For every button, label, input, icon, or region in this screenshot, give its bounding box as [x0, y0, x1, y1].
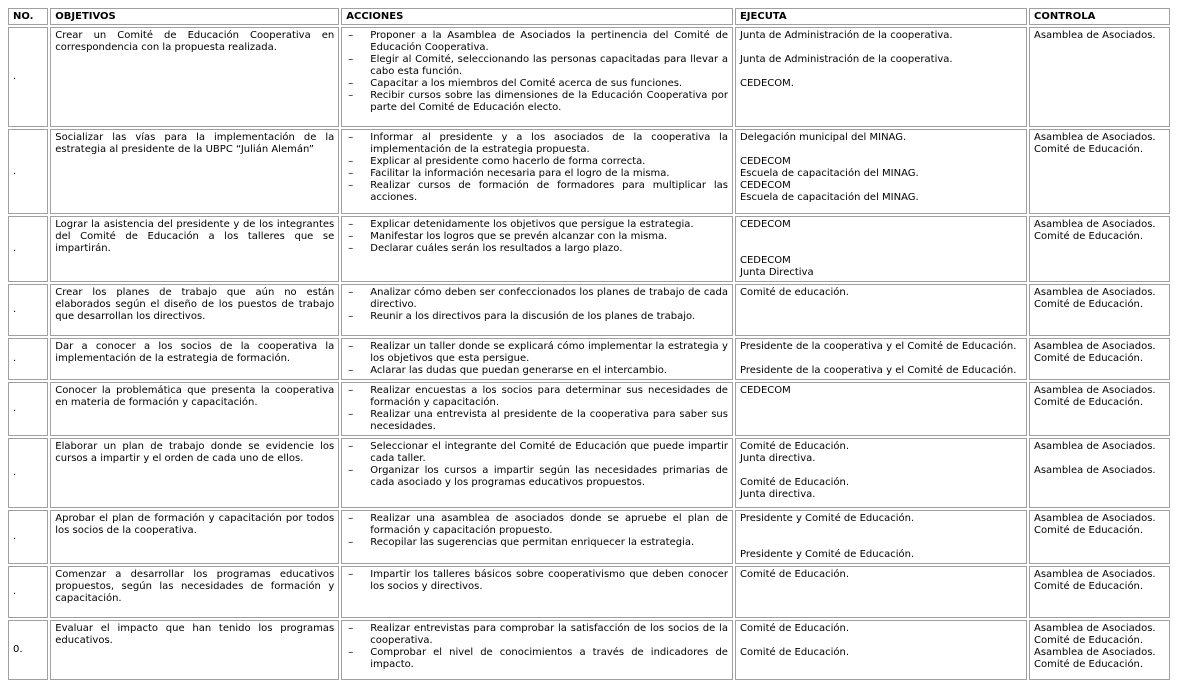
- controller-cell: [1029, 27, 1170, 127]
- executor-line: Junta Directiva: [739, 267, 814, 278]
- executor-cell: [735, 284, 1027, 336]
- actions-list: [346, 623, 728, 671]
- row-number: .: [8, 338, 48, 380]
- action-item: [346, 90, 728, 114]
- action-text: Organizar los cursos a impartir según las necesidades primarias de cada asociado y los programas educativos propuestos.: [370, 465, 728, 488]
- controller-line: Comité de Educación.: [1033, 525, 1144, 536]
- table-row: [8, 510, 1170, 564]
- actions-cell: [341, 438, 733, 508]
- action-text: Recibir cursos sobre las dimensiones de la Educación Cooperativa por parte del Comité de Educación electo.: [370, 90, 728, 113]
- dash-bullet-icon: –: [348, 231, 354, 242]
- controller-line: Comité de Educación.: [1033, 635, 1144, 646]
- action-text: Seleccionar el integrante del Comité de Educación que puede impartir cada taller.: [370, 441, 728, 464]
- action-text: Analizar cómo deben ser confeccionados los planes de trabajo de cada directivo.: [370, 287, 728, 310]
- action-text: Declarar cuáles serán los resultados a largo plazo.: [370, 243, 623, 254]
- executor-line: [740, 353, 1022, 365]
- actions-cell: [341, 284, 733, 336]
- dash-bullet-icon: –: [348, 441, 354, 452]
- header-objetivos: OBJETIVOS: [50, 8, 339, 25]
- header-controla: CONTROLA: [1029, 8, 1170, 25]
- dash-bullet-icon: –: [348, 78, 354, 89]
- action-text: Recopilar las sugerencias que permitan enriquecer la estrategia.: [370, 537, 695, 548]
- header-ejecuta: EJECUTA: [735, 8, 1027, 25]
- dash-bullet-icon: –: [348, 287, 354, 298]
- dash-bullet-icon: –: [348, 513, 354, 524]
- executor-cell: [735, 216, 1027, 282]
- table-body: [8, 27, 1170, 680]
- table-row: [8, 382, 1170, 436]
- action-item: [346, 78, 728, 90]
- dash-bullet-icon: –: [348, 30, 354, 41]
- actions-cell: [341, 216, 733, 282]
- controller-line: Asamblea de Asociados.: [1033, 647, 1156, 658]
- action-item: [346, 231, 728, 243]
- action-item: [346, 30, 728, 54]
- header-acciones: ACCIONES: [341, 8, 733, 25]
- action-text: Realizar encuestas a los socios para determinar sus necesidades de formación y capacitación.: [370, 385, 728, 408]
- executor-line: Comité de Educación.: [739, 647, 850, 658]
- strategy-table: [6, 6, 1172, 682]
- executor-line: Comité de Educación.: [739, 623, 850, 634]
- controller-line: Asamblea de Asociados.: [1033, 513, 1156, 524]
- action-item: [346, 54, 728, 78]
- executor-line: Delegación municipal del MINAG.: [739, 132, 907, 143]
- row-number: .: [8, 510, 48, 564]
- executor-cell: [735, 510, 1027, 564]
- controller-cell: [1029, 438, 1170, 508]
- row-number: 0.: [8, 620, 48, 680]
- controller-line: Asamblea de Asociados.: [1033, 623, 1156, 634]
- controller-line: Asamblea de Asociados.: [1033, 341, 1156, 352]
- actions-cell: [341, 27, 733, 127]
- action-text: Capacitar a los miembros del Comité acerca de sus funciones.: [370, 78, 683, 89]
- executor-cell: [735, 620, 1027, 680]
- executor-line: Comité de Educación.: [739, 441, 850, 452]
- action-text: Elegir al Comité, seleccionando las personas capacitadas para llevar a cabo esta función.: [370, 54, 728, 77]
- dash-bullet-icon: –: [348, 465, 354, 476]
- executor-line: CEDECOM: [739, 180, 791, 191]
- actions-list: [346, 219, 728, 255]
- executor-line: CEDECOM: [739, 255, 791, 266]
- dash-bullet-icon: –: [348, 569, 354, 580]
- executor-line: Escuela de capacitación del MINAG.: [739, 192, 919, 203]
- action-text: Realizar un taller donde se explicará cómo implementar la estrategia y los objetivos que esta persigue.: [370, 341, 728, 364]
- controller-line: Comité de Educación.: [1033, 231, 1144, 242]
- dash-bullet-icon: –: [348, 54, 354, 65]
- row-number: .: [8, 216, 48, 282]
- action-text: Realizar cursos de formación de formadores para multiplicar las acciones.: [370, 180, 728, 203]
- controller-line: Comité de Educación.: [1033, 659, 1144, 670]
- actions-cell: [341, 129, 733, 214]
- executor-line: [740, 144, 1022, 156]
- executor-line: CEDECOM: [739, 156, 791, 167]
- action-item: [346, 537, 728, 549]
- action-item: [346, 623, 728, 647]
- table-row: [8, 27, 1170, 127]
- controller-line: Comité de Educación.: [1033, 299, 1144, 310]
- action-item: [346, 647, 728, 671]
- executor-line: [740, 42, 1022, 54]
- action-item: [346, 311, 728, 323]
- controller-cell: [1029, 510, 1170, 564]
- action-text: Proponer a la Asamblea de Asociados la pertinencia del Comité de Educación Cooperativa.: [370, 30, 728, 53]
- controller-line: Asamblea de Asociados.: [1033, 287, 1156, 298]
- controller-line: [1034, 453, 1165, 465]
- action-text: Explicar al presidente como hacerlo de forma correcta.: [370, 156, 646, 167]
- executor-line: Presidente y Comité de Educación.: [739, 549, 915, 560]
- header-row: [8, 8, 1170, 25]
- dash-bullet-icon: –: [348, 623, 354, 634]
- executor-line: CEDECOM: [739, 219, 791, 230]
- action-item: [346, 132, 728, 156]
- action-item: [346, 409, 728, 433]
- executor-line: Junta directiva.: [739, 489, 816, 500]
- dash-bullet-icon: –: [348, 341, 354, 352]
- executor-cell: [735, 438, 1027, 508]
- action-item: [346, 219, 728, 231]
- actions-list: [346, 132, 728, 204]
- controller-cell: [1029, 284, 1170, 336]
- action-item: [346, 341, 728, 365]
- controller-line: Asamblea de Asociados.: [1033, 219, 1156, 230]
- action-text: Informar al presidente y a los asociados de la cooperativa la implementación de la estrategia propuesta.: [370, 132, 728, 155]
- row-number: .: [8, 382, 48, 436]
- controller-line: Asamblea de Asociados.: [1033, 569, 1156, 580]
- action-text: Reunir a los directivos para la discusión de los planes de trabajo.: [370, 311, 696, 322]
- objective-cell: Dar a conocer a los socios de la cooperativa la implementación de la estrategia de formación.: [50, 338, 339, 380]
- row-number: .: [8, 566, 48, 618]
- actions-list: [346, 385, 728, 433]
- executor-line: Presidente de la cooperativa y el Comité de Educación.: [739, 365, 1017, 376]
- executor-line: Comité de Educación.: [739, 477, 850, 488]
- dash-bullet-icon: –: [348, 385, 354, 396]
- executor-line: [740, 525, 1022, 537]
- dash-bullet-icon: –: [348, 219, 354, 230]
- executor-cell: [735, 27, 1027, 127]
- dash-bullet-icon: –: [348, 243, 354, 254]
- actions-cell: [341, 566, 733, 618]
- dash-bullet-icon: –: [348, 409, 354, 420]
- table-row: [8, 216, 1170, 282]
- executor-line: Escuela de capacitación del MINAG.: [739, 168, 919, 179]
- header-no: NO.: [8, 8, 48, 25]
- controller-line: Asamblea de Asociados.: [1033, 465, 1156, 476]
- actions-list: [346, 513, 728, 549]
- action-text: Realizar una asamblea de asociados donde se apruebe el plan de formación y capacitación propuesto.: [370, 513, 728, 536]
- executor-cell: [735, 338, 1027, 380]
- controller-line: Asamblea de Asociados.: [1033, 132, 1156, 143]
- controller-cell: [1029, 566, 1170, 618]
- action-text: Facilitar la información necesaria para el logro de la misma.: [370, 168, 670, 179]
- actions-cell: [341, 620, 733, 680]
- controller-line: Comité de Educación.: [1033, 581, 1144, 592]
- executor-line: [740, 231, 1022, 243]
- action-text: Comprobar el nivel de conocimientos a través de indicadores de impacto.: [370, 647, 728, 670]
- executor-line: [740, 66, 1022, 78]
- controller-cell: [1029, 382, 1170, 436]
- executor-cell: [735, 566, 1027, 618]
- action-item: [346, 243, 728, 255]
- executor-line: Junta directiva.: [739, 453, 816, 464]
- controller-cell: [1029, 620, 1170, 680]
- controller-line: Comité de Educación.: [1033, 397, 1144, 408]
- executor-line: Junta de Administración de la cooperativa.: [739, 30, 953, 41]
- action-text: Realizar entrevistas para comprobar la satisfacción de los socios de la cooperativa.: [370, 623, 728, 646]
- executor-line: Comité de Educación.: [739, 569, 850, 580]
- dash-bullet-icon: –: [348, 365, 354, 376]
- table-row: [8, 284, 1170, 336]
- actions-list: [346, 287, 728, 323]
- dash-bullet-icon: –: [348, 180, 354, 191]
- executor-cell: [735, 382, 1027, 436]
- executor-line: Junta de Administración de la cooperativa.: [739, 54, 953, 65]
- action-item: [346, 513, 728, 537]
- executor-line: [740, 635, 1022, 647]
- table-row: [8, 566, 1170, 618]
- action-item: [346, 156, 728, 168]
- executor-line: [740, 243, 1022, 255]
- action-item: [346, 465, 728, 489]
- controller-line: Asamblea de Asociados.: [1033, 30, 1156, 41]
- action-item: [346, 569, 728, 593]
- action-text: Explicar detenidamente los objetivos que persigue la estrategia.: [370, 219, 694, 230]
- objective-cell: Elaborar un plan de trabajo donde se evidencie los cursos a impartir y el orden de cada uno de ellos.: [50, 438, 339, 508]
- table-row: [8, 338, 1170, 380]
- objective-cell: Lograr la asistencia del presidente y de los integrantes del Comité de Educación a los talleres que se impartirán.: [50, 216, 339, 282]
- action-item: [346, 441, 728, 465]
- controller-line: Asamblea de Asociados.: [1033, 385, 1156, 396]
- executor-cell: [735, 129, 1027, 214]
- objective-cell: Crear los planes de trabajo que aún no están elaborados según el diseño de los puestos de trabajo que desarrollan los directivos.: [50, 284, 339, 336]
- executor-line: [740, 465, 1022, 477]
- table-row: [8, 129, 1170, 214]
- actions-list: [346, 441, 728, 489]
- row-number: .: [8, 27, 48, 127]
- actions-list: [346, 569, 728, 593]
- table-row: [8, 438, 1170, 508]
- action-item: [346, 180, 728, 204]
- dash-bullet-icon: –: [348, 311, 354, 322]
- controller-line: Comité de Educación.: [1033, 144, 1144, 155]
- row-number: .: [8, 438, 48, 508]
- executor-line: [740, 537, 1022, 549]
- controller-cell: [1029, 216, 1170, 282]
- dash-bullet-icon: –: [348, 132, 354, 143]
- actions-list: [346, 341, 728, 377]
- executor-line: CEDECOM.: [739, 78, 794, 89]
- objective-cell: Comenzar a desarrollar los programas educativos propuestos, según las necesidades de formación y capacitación.: [50, 566, 339, 618]
- actions-cell: [341, 382, 733, 436]
- dash-bullet-icon: –: [348, 90, 354, 101]
- actions-list: [346, 30, 728, 114]
- objective-cell: Aprobar el plan de formación y capacitación por todos los socios de la cooperativa.: [50, 510, 339, 564]
- controller-cell: [1029, 129, 1170, 214]
- dash-bullet-icon: –: [348, 156, 354, 167]
- objective-cell: Conocer la problemática que presenta la cooperativa en materia de formación y capacitación.: [50, 382, 339, 436]
- action-text: Aclarar las dudas que puedan generarse en el intercambio.: [370, 365, 667, 376]
- action-item: [346, 287, 728, 311]
- action-item: [346, 365, 728, 377]
- table-row: [8, 620, 1170, 680]
- controller-line: Asamblea de Asociados.: [1033, 441, 1156, 452]
- controller-cell: [1029, 338, 1170, 380]
- row-number: .: [8, 284, 48, 336]
- action-text: Manifestar los logros que se prevén alcanzar con la misma.: [370, 231, 668, 242]
- executor-line: Presidente de la cooperativa y el Comité de Educación.: [739, 341, 1017, 352]
- controller-line: Comité de Educación.: [1033, 353, 1144, 364]
- executor-line: Presidente y Comité de Educación.: [739, 513, 915, 524]
- action-text: Realizar una entrevista al presidente de la cooperativa para saber sus necesidades.: [370, 409, 728, 432]
- objective-cell: Socializar las vías para la implementación de la estrategia al presidente de la UBPC “Julián Alemán”: [50, 129, 339, 214]
- actions-cell: [341, 338, 733, 380]
- objective-cell: Crear un Comité de Educación Cooperativa en correspondencia con la propuesta realizada.: [50, 27, 339, 127]
- action-item: [346, 168, 728, 180]
- row-number: .: [8, 129, 48, 214]
- dash-bullet-icon: –: [348, 537, 354, 548]
- executor-line: CEDECOM: [739, 385, 791, 396]
- dash-bullet-icon: –: [348, 168, 354, 179]
- action-text: Impartir los talleres básicos sobre cooperativismo que deben conocer los socios y directivos.: [370, 569, 728, 592]
- executor-line: Comité de educación.: [739, 287, 849, 298]
- action-item: [346, 385, 728, 409]
- dash-bullet-icon: –: [348, 647, 354, 658]
- actions-cell: [341, 510, 733, 564]
- objective-cell: Evaluar el impacto que han tenido los programas educativos.: [50, 620, 339, 680]
